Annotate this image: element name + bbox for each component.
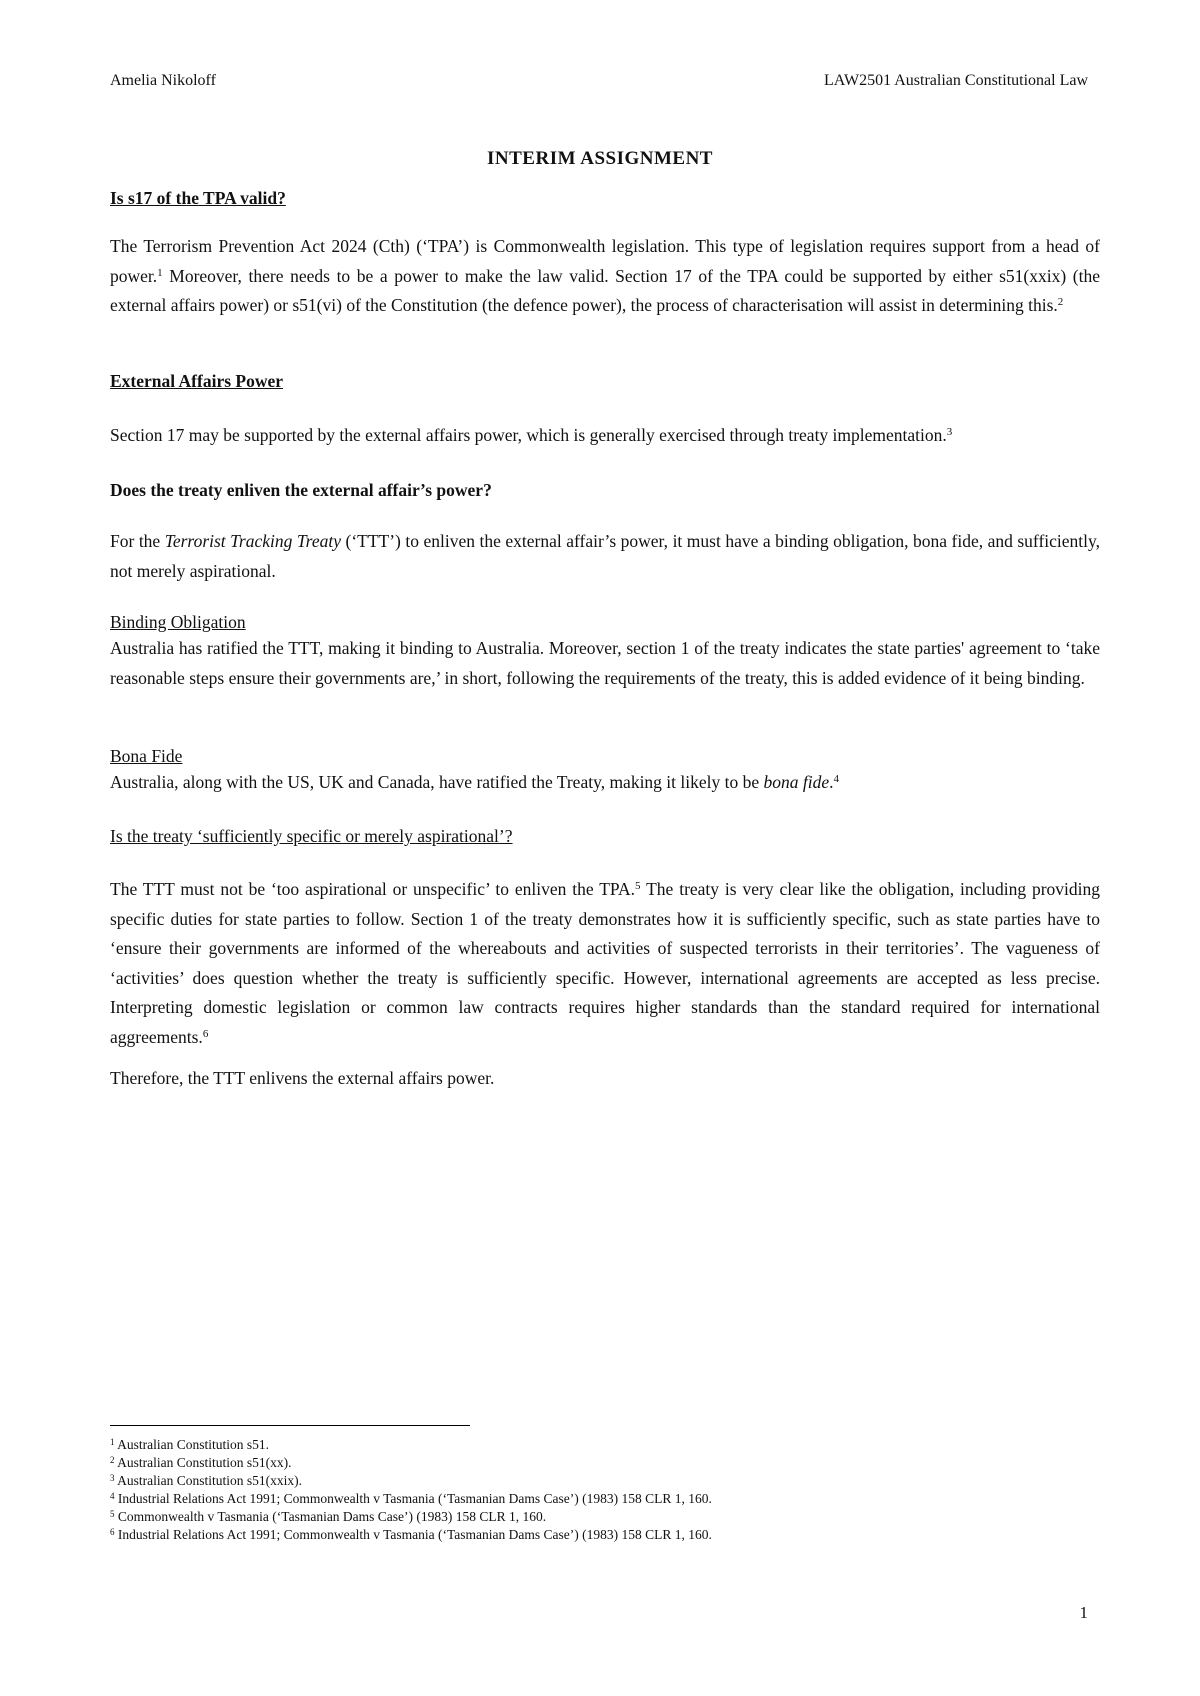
footnote-text: Industrial Relations Act 1991; Commonwealth v Tasmania (‘Tasmanian Dams Case’) (1983) 158 CLR 1, 160. bbox=[117, 1527, 712, 1542]
footnote-text: Commonwealth v Tasmania (‘Tasmanian Dams Case’) (1983) 158 CLR 1, 160. bbox=[117, 1509, 547, 1524]
paragraph-external-affairs bbox=[110, 421, 1100, 451]
paragraph-text: The treaty is very clear like the obligation, including providing specific duties for state parties to follow. Section 1 of the treaty demonstrates how it is sufficiently specific, such as state parties have to ‘ensure their governments are informed of the whereabouts and activities of suspected terrorists in their territories’. The vagueness of ‘activities’ does question whether the treaty is sufficiently specific. However, international agreements are accepted as less precise. Interpreting domestic legislation or common law contracts requires higher standards than the standard required for international aggreements. bbox=[110, 879, 1100, 1047]
footnote-text: Australian Constitution s51(xx). bbox=[117, 1455, 292, 1470]
subheading-binding-obligation: Binding Obligation bbox=[110, 612, 246, 632]
footnote-ref: 1 bbox=[157, 266, 163, 279]
header-course: LAW2501 Australian Constitutional Law bbox=[823, 72, 1088, 89]
paragraph-tpa-intro bbox=[110, 232, 1100, 321]
footnote-number: 6 bbox=[110, 1527, 115, 1537]
page-number: 1 bbox=[1079, 1603, 1088, 1622]
footnote-2 bbox=[110, 1454, 292, 1472]
paragraph-text: Section 17 may be supported by the external affairs power, which is generally exercised through treaty implementation. bbox=[110, 425, 947, 445]
paragraph-text: (‘TTT’) to enliven the external affair’s power, it must have a binding obligation, bona fide, and sufficiently, not merely aspirational. bbox=[110, 531, 1100, 581]
footnote-ref: 4 bbox=[833, 773, 840, 785]
bona-fide-term: bona fide bbox=[763, 772, 830, 792]
footnote-5 bbox=[110, 1508, 546, 1526]
footnote-text: Australian Constitution s51. bbox=[117, 1437, 270, 1452]
subheading-specific: Is the treaty ‘sufficiently specific or merely aspirational’? bbox=[110, 826, 513, 846]
footnote-number: 2 bbox=[110, 1455, 115, 1465]
paragraph-conclusion: Therefore, the TTT enlivens the external affairs power. bbox=[110, 1068, 495, 1088]
paragraph-binding: Australia has ratified the TTT, making it binding to Australia. Moreover, section 1 of the treaty indicates the state parties' agreement to ‘take reasonable steps ensure their governments are,’ in short, following the requirements of the treaty, this is added evidence of it being binding. bbox=[110, 638, 1100, 688]
section-heading-external-affairs: External Affairs Power bbox=[110, 371, 284, 391]
footnote-number: 1 bbox=[110, 1437, 115, 1447]
paragraph-text: For the bbox=[110, 531, 165, 551]
footnote-1 bbox=[110, 1436, 269, 1454]
footnote-number: 3 bbox=[110, 1473, 115, 1483]
footnote-3 bbox=[110, 1472, 302, 1490]
footnote-ref: 2 bbox=[1057, 296, 1064, 308]
page-title: INTERIM ASSIGNMENT bbox=[487, 148, 713, 169]
footnote-ref: 3 bbox=[946, 426, 953, 438]
paragraph-ttt bbox=[110, 527, 1100, 586]
paragraph-bona-fide bbox=[110, 768, 1100, 798]
question-heading-treaty: Does the treaty enliven the external affair’s power? bbox=[110, 480, 492, 500]
question-heading-s17: Is s17 of the TPA valid? bbox=[110, 188, 286, 208]
footnote-number: 5 bbox=[110, 1509, 115, 1519]
paragraph-text: The Terrorism Prevention Act 2024 (Cth) (‘TPA’) is Commonwealth legislation. This type of legislation requires support from a head of power. bbox=[110, 236, 1100, 286]
subheading-bona-fide: Bona Fide bbox=[110, 746, 183, 766]
paragraph-text: Moreover, there needs to be a power to make the law valid. Section 17 of the TPA could be supported by either s51(xxix) (the external affairs power) or s51(vi) of the Constitution (the defence power), the process of characterisation will assist in determining this. bbox=[110, 265, 1100, 315]
footnote-ref: 5 bbox=[635, 880, 641, 892]
footnote-number: 4 bbox=[110, 1491, 115, 1501]
footnote-text: Australian Constitution s51(xxix). bbox=[117, 1473, 303, 1488]
paragraph-specificity bbox=[110, 875, 1100, 1052]
treaty-name: Terrorist Tracking Treaty bbox=[164, 531, 341, 551]
paragraph-text: . bbox=[829, 772, 834, 792]
footnote-text: Industrial Relations Act 1991; Commonwealth v Tasmania (‘Tasmanian Dams Case’) (1983) 158 CLR 1, 160. bbox=[117, 1491, 712, 1506]
footnote-6 bbox=[110, 1526, 712, 1544]
header-author: Amelia Nikoloff bbox=[110, 72, 216, 89]
footnote-ref: 6 bbox=[202, 1027, 209, 1040]
footnote-4 bbox=[110, 1490, 712, 1508]
paragraph-text: Australia, along with the US, UK and Canada, have ratified the Treaty, making it likely to be bbox=[110, 772, 764, 792]
footnote-divider bbox=[110, 1425, 470, 1426]
paragraph-text: The TTT must not be ‘too aspirational or unspecific’ to enliven the TPA. bbox=[110, 879, 636, 899]
